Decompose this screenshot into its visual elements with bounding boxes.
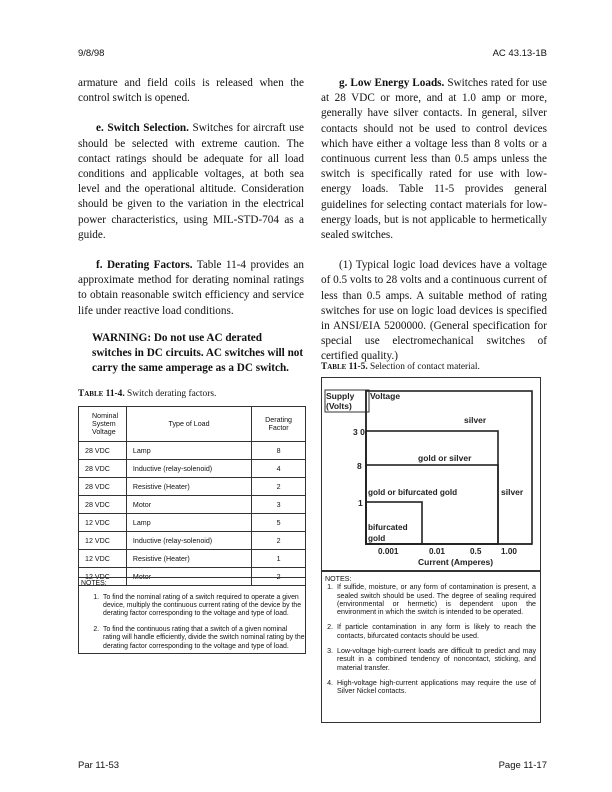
table-row — [79, 442, 306, 460]
x-tick-0001: 0.001 — [378, 547, 399, 556]
heading-switch-selection: e. Switch Selection. — [96, 122, 189, 135]
table-header-cell: Nominal System Voltage — [79, 407, 127, 442]
x-tick-05: 0.5 — [470, 547, 482, 556]
region-label-gold-or-bifurcated-gold: gold or bifurcated gold — [368, 488, 458, 497]
table-11-4-label: Table 11-4. — [78, 389, 125, 399]
paragraph-f-body: Table 11-4 provides an approximate method for derating nominal ratings to obtain reasonable switch efficiency and service life under reactive load conditions. — [78, 259, 304, 317]
contact-material-figure — [321, 377, 541, 571]
heading-derating-factors: f. Derating Factors. — [96, 259, 193, 272]
derating-factor-cell: 2 — [252, 532, 306, 550]
table-row — [79, 496, 306, 514]
voltage-label: Voltage — [370, 391, 401, 401]
region-label-bifurcated: bifurcated — [368, 523, 408, 532]
paragraph-1-body: Typical logic load devices have a voltage of 0.5 volts to 28 volts and a continuous current of less than 0.5 amps. A suitable method of rating switches for use on logic load devices is specified in ANSI/EIA 5200000. (General specification for special use electromechanical switches of certified quality.) — [321, 259, 547, 363]
table-header-cell: Type of Load — [126, 407, 251, 442]
voltage-cell: 28 VDC — [79, 496, 127, 514]
table-row — [79, 478, 306, 496]
y-axis-title-volts: (Volts) — [326, 401, 352, 411]
voltage-cell: 12 VDC — [79, 568, 127, 586]
load-type-cell: Resistive (Heater) — [126, 478, 251, 496]
heading-item-1: (1) — [339, 259, 353, 272]
header-date: 9/8/98 — [78, 48, 105, 59]
note-item: 2. If particle contamination in any form is likely to reach the contacts, bifurcated contacts should be used. — [335, 623, 536, 640]
derating-factor-cell: 4 — [252, 460, 306, 478]
table-11-5-notes — [321, 571, 541, 723]
load-type-cell: Motor — [126, 568, 251, 586]
region-label-gold-or-silver: gold or silver — [418, 453, 472, 463]
y-tick-1: 1 — [358, 498, 363, 508]
table-11-5-caption — [321, 362, 480, 372]
note-item: 1. To find the nominal rating of a switch required to operate a given device, multiply the continuous current rating of the device by the derating factor corresponding to the voltage and type of load. — [101, 594, 305, 618]
y-tick-30: 3 0 — [353, 427, 365, 437]
voltage-cell: 28 VDC — [79, 478, 127, 496]
paragraph-e-body: Switches for aircraft use should be selected with extreme caution. The contact ratings should be adequate for all load conditions and applicable voltages, at both sea level and the operational altitude. Consideration should be given to the variation in the electrical power characteristics, using MIL-STD-704 as a guide. — [78, 122, 304, 241]
load-type-cell: Inductive (relay-solenoid) — [126, 532, 251, 550]
derating-factor-cell: 2 — [252, 478, 306, 496]
left-column — [78, 76, 304, 376]
table-row — [79, 514, 306, 532]
paragraph-1 — [321, 258, 547, 364]
voltage-cell: 12 VDC — [79, 532, 127, 550]
paragraph-f — [78, 258, 304, 319]
note-item: 4. High-voltage high-current applications may require the use of Silver Nickel contacts. — [335, 679, 536, 696]
region-label-silver-top: silver — [464, 415, 487, 425]
x-tick-100: 1.00 — [501, 547, 517, 556]
region-box-silver — [366, 391, 532, 544]
derating-factor-cell: 2 — [252, 568, 306, 586]
derating-factor-cell: 1 — [252, 550, 306, 568]
header-doc-id: AC 43.13-1B — [492, 48, 547, 59]
derating-table — [78, 406, 306, 586]
paragraph-g-body: Switches rated for use at 28 VDC or more, and at 1.0 amp or more, generally have silver contacts. In general, silver contacts should not be used to control devices which have either a voltage less than 8 volts or a continuous current less than 0.5 amps unless the switch is specifically rated for use with low-energy loads. Table 11-5 provides general guidelines for selecting contact materials for low-energy loads, but is not applicable to hermetically sealed switches. — [321, 77, 547, 242]
table-row — [79, 460, 306, 478]
table-11-4-caption — [78, 389, 216, 399]
warning-note: WARNING: Do not use AC derated switches in DC circuits. AC switches will not carry the same amperage as a DC switch. — [92, 331, 304, 375]
notes-title: NOTES: — [81, 580, 107, 587]
table-11-5-title: Selection of contact material. — [367, 362, 480, 372]
derating-factor-cell: 3 — [252, 496, 306, 514]
load-type-cell: Inductive (relay-solenoid) — [126, 460, 251, 478]
y-axis-title-supply: Supply — [326, 391, 355, 401]
footer-page-number: Page 11-17 — [498, 760, 547, 771]
notes-title: NOTES: — [325, 575, 352, 583]
table-11-5-label: Table 11-5. — [321, 362, 368, 372]
region-box-gold-bifurcated — [366, 465, 498, 544]
derating-factor-cell: 8 — [252, 442, 306, 460]
table-11-4-title: Switch derating factors. — [124, 389, 217, 399]
contact-material-chart — [322, 378, 540, 570]
region-label-gold: gold — [368, 534, 386, 543]
voltage-cell: 12 VDC — [79, 514, 127, 532]
y-tick-8: 8 — [357, 461, 362, 471]
region-label-silver-right: silver — [501, 487, 524, 497]
load-type-cell: Motor — [126, 496, 251, 514]
right-column — [321, 76, 547, 365]
table-header-row — [79, 407, 306, 442]
table-row — [79, 550, 306, 568]
note-item: 2. To find the continuous rating that a switch of a given nominal rating will handle efficiently, divide the switch nominal rating by the derating factor corresponding to the voltage and type of load. — [101, 626, 305, 650]
table-header-cell: Derating Factor — [252, 407, 306, 442]
load-type-cell: Lamp — [126, 442, 251, 460]
paragraph-g — [321, 76, 547, 243]
table-row — [79, 532, 306, 550]
note-item: 3. Low-voltage high-current loads are difficult to predict and may result in a combined tendency of noncontact, sticking, and material transfer. — [335, 647, 536, 672]
voltage-cell: 28 VDC — [79, 460, 127, 478]
paragraph-e — [78, 121, 304, 243]
load-type-cell: Lamp — [126, 514, 251, 532]
voltage-cell: 12 VDC — [79, 550, 127, 568]
voltage-cell: 28 VDC — [79, 442, 127, 460]
table-11-4-notes — [78, 577, 306, 654]
x-tick-001: 0.01 — [429, 547, 445, 556]
paragraph-continuation: armature and field coils is released when the control switch is opened. — [78, 77, 304, 105]
load-type-cell: Resistive (Heater) — [126, 550, 251, 568]
footer-paragraph: Par 11-53 — [78, 760, 120, 771]
derating-factor-cell: 5 — [252, 514, 306, 532]
heading-low-energy-loads: g. Low Energy Loads. — [339, 77, 445, 89]
note-item: 1. If sulfide, moisture, or any form of contamination is present, a sealed switch should be used. The degree of sealing required (environmental or hermetic) is dependent upon the environment in which the switch is intended to be operated. — [335, 583, 536, 616]
x-axis-title: Current (Amperes) — [418, 557, 494, 567]
